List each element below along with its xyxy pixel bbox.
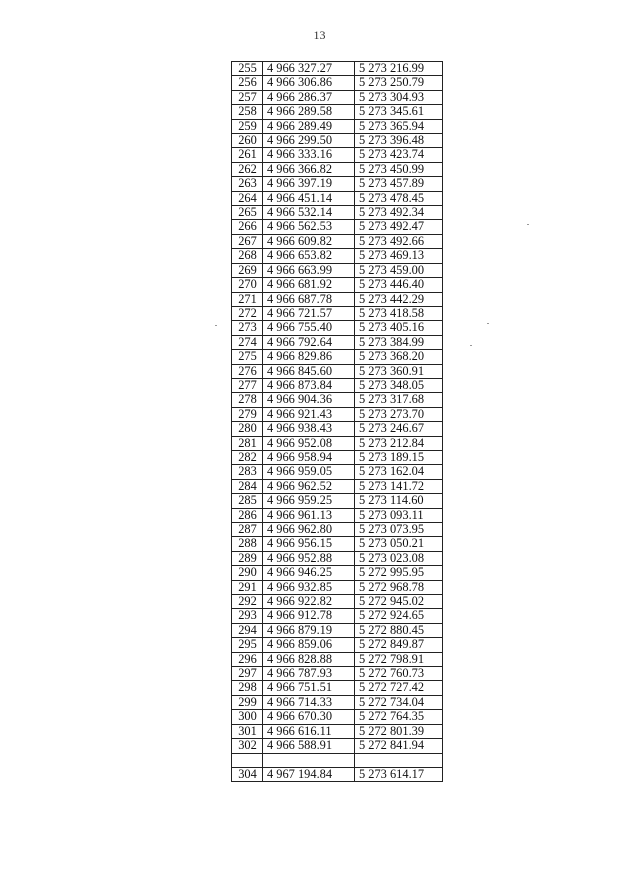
x-coordinate-cell: 4 966 333.16 <box>263 148 355 162</box>
point-number-cell: 263 <box>232 177 263 191</box>
table-row <box>232 148 443 162</box>
x-coordinate-cell: 4 966 306.86 <box>263 76 355 90</box>
point-number-cell: 284 <box>232 479 263 493</box>
point-number-cell: 260 <box>232 134 263 148</box>
y-coordinate-cell: 5 273 459.00 <box>355 263 443 277</box>
x-coordinate-cell: 4 966 670.30 <box>263 710 355 724</box>
point-number-cell: 289 <box>232 551 263 565</box>
x-coordinate-cell: 4 966 959.25 <box>263 494 355 508</box>
point-number-cell: 281 <box>232 436 263 450</box>
table-row <box>232 537 443 551</box>
point-number-cell: 287 <box>232 523 263 537</box>
point-number-cell: 288 <box>232 537 263 551</box>
y-coordinate-cell: 5 273 250.79 <box>355 76 443 90</box>
x-coordinate-cell: 4 966 562.53 <box>263 220 355 234</box>
point-number-cell: 302 <box>232 739 263 753</box>
x-coordinate-cell: 4 966 663.99 <box>263 263 355 277</box>
table-row <box>232 119 443 133</box>
table-row <box>232 263 443 277</box>
table-row <box>232 249 443 263</box>
y-coordinate-cell: 5 272 995.95 <box>355 566 443 580</box>
table-row <box>232 134 443 148</box>
scan-speck <box>215 325 217 326</box>
scan-speck <box>527 224 529 225</box>
x-coordinate-cell <box>263 753 355 767</box>
x-coordinate-cell: 4 966 952.08 <box>263 436 355 450</box>
point-number-cell: 301 <box>232 724 263 738</box>
point-number-cell: 259 <box>232 119 263 133</box>
x-coordinate-cell: 4 966 714.33 <box>263 695 355 709</box>
point-number-cell: 272 <box>232 306 263 320</box>
point-number-cell: 274 <box>232 335 263 349</box>
x-coordinate-cell: 4 966 845.60 <box>263 364 355 378</box>
point-number-cell: 276 <box>232 364 263 378</box>
table-row <box>232 450 443 464</box>
y-coordinate-cell: 5 273 384.99 <box>355 335 443 349</box>
table-row <box>232 609 443 623</box>
x-coordinate-cell: 4 966 366.82 <box>263 162 355 176</box>
point-number-cell: 283 <box>232 465 263 479</box>
x-coordinate-cell: 4 966 751.51 <box>263 681 355 695</box>
point-number-cell: 292 <box>232 595 263 609</box>
y-coordinate-cell: 5 273 365.94 <box>355 119 443 133</box>
x-coordinate-cell: 4 966 873.84 <box>263 378 355 392</box>
y-coordinate-cell: 5 273 457.89 <box>355 177 443 191</box>
point-number-cell: 282 <box>232 450 263 464</box>
point-number-cell: 300 <box>232 710 263 724</box>
table-row <box>232 652 443 666</box>
table-row <box>232 681 443 695</box>
table-row <box>232 465 443 479</box>
y-coordinate-cell: 5 273 246.67 <box>355 422 443 436</box>
point-number-cell: 269 <box>232 263 263 277</box>
table-row <box>232 234 443 248</box>
x-coordinate-cell: 4 966 327.27 <box>263 62 355 76</box>
x-coordinate-cell: 4 966 961.13 <box>263 508 355 522</box>
y-coordinate-cell: 5 272 760.73 <box>355 667 443 681</box>
table-row <box>232 177 443 191</box>
point-number-cell: 277 <box>232 378 263 392</box>
point-number-cell: 293 <box>232 609 263 623</box>
x-coordinate-cell: 4 966 609.82 <box>263 234 355 248</box>
table-row <box>232 335 443 349</box>
table-row <box>232 638 443 652</box>
x-coordinate-cell: 4 966 958.94 <box>263 450 355 464</box>
table-row <box>232 566 443 580</box>
table-row <box>232 292 443 306</box>
table-row <box>232 76 443 90</box>
point-number-cell: 255 <box>232 62 263 76</box>
y-coordinate-cell: 5 273 073.95 <box>355 523 443 537</box>
table-row <box>232 306 443 320</box>
point-number-cell: 286 <box>232 508 263 522</box>
point-number-cell: 265 <box>232 206 263 220</box>
x-coordinate-cell: 4 966 959.05 <box>263 465 355 479</box>
y-coordinate-cell: 5 272 880.45 <box>355 623 443 637</box>
table-row <box>232 350 443 364</box>
y-coordinate-cell: 5 273 162.04 <box>355 465 443 479</box>
y-coordinate-cell <box>355 753 443 767</box>
table-row <box>232 724 443 738</box>
x-coordinate-cell: 4 966 681.92 <box>263 278 355 292</box>
y-coordinate-cell: 5 272 945.02 <box>355 595 443 609</box>
coordinate-table <box>231 61 443 782</box>
point-number-cell: 279 <box>232 407 263 421</box>
y-coordinate-cell: 5 272 968.78 <box>355 580 443 594</box>
y-coordinate-cell: 5 273 418.58 <box>355 306 443 320</box>
x-coordinate-cell: 4 966 932.85 <box>263 580 355 594</box>
table-row <box>232 90 443 104</box>
y-coordinate-cell: 5 273 614.17 <box>355 767 443 781</box>
x-coordinate-cell: 4 966 879.19 <box>263 623 355 637</box>
x-coordinate-cell: 4 966 904.36 <box>263 393 355 407</box>
point-number-cell: 273 <box>232 321 263 335</box>
x-coordinate-cell: 4 966 912.78 <box>263 609 355 623</box>
point-number-cell: 304 <box>232 767 263 781</box>
x-coordinate-cell: 4 966 952.88 <box>263 551 355 565</box>
y-coordinate-cell: 5 272 924.65 <box>355 609 443 623</box>
table-row <box>232 695 443 709</box>
point-number-cell: 261 <box>232 148 263 162</box>
y-coordinate-cell: 5 273 348.05 <box>355 378 443 392</box>
table-row <box>232 220 443 234</box>
x-coordinate-cell: 4 966 289.49 <box>263 119 355 133</box>
table-row <box>232 595 443 609</box>
y-coordinate-cell: 5 273 304.93 <box>355 90 443 104</box>
scan-speck <box>470 345 472 346</box>
y-coordinate-cell: 5 272 764.35 <box>355 710 443 724</box>
point-number-cell: 262 <box>232 162 263 176</box>
x-coordinate-cell: 4 966 687.78 <box>263 292 355 306</box>
x-coordinate-cell: 4 966 397.19 <box>263 177 355 191</box>
point-number-cell: 256 <box>232 76 263 90</box>
point-number-cell: 266 <box>232 220 263 234</box>
y-coordinate-cell: 5 272 798.91 <box>355 652 443 666</box>
y-coordinate-cell: 5 273 114.60 <box>355 494 443 508</box>
point-number-cell: 258 <box>232 105 263 119</box>
y-coordinate-cell: 5 273 189.15 <box>355 450 443 464</box>
y-coordinate-cell: 5 273 093.11 <box>355 508 443 522</box>
x-coordinate-cell: 4 966 792.64 <box>263 335 355 349</box>
point-number-cell: 270 <box>232 278 263 292</box>
table-row <box>232 523 443 537</box>
x-coordinate-cell: 4 966 946.25 <box>263 566 355 580</box>
x-coordinate-cell: 4 966 532.14 <box>263 206 355 220</box>
table-row <box>232 378 443 392</box>
point-number-cell: 285 <box>232 494 263 508</box>
y-coordinate-cell: 5 273 492.66 <box>355 234 443 248</box>
y-coordinate-cell: 5 273 141.72 <box>355 479 443 493</box>
table-row <box>232 105 443 119</box>
point-number-cell: 299 <box>232 695 263 709</box>
table-row <box>232 62 443 76</box>
x-coordinate-cell: 4 966 938.43 <box>263 422 355 436</box>
y-coordinate-cell: 5 272 841.94 <box>355 739 443 753</box>
y-coordinate-cell: 5 273 212.84 <box>355 436 443 450</box>
y-coordinate-cell: 5 273 345.61 <box>355 105 443 119</box>
table-row <box>232 407 443 421</box>
x-coordinate-cell: 4 966 829.86 <box>263 350 355 364</box>
x-coordinate-cell: 4 966 828.88 <box>263 652 355 666</box>
y-coordinate-cell: 5 273 442.29 <box>355 292 443 306</box>
point-number-cell: 271 <box>232 292 263 306</box>
point-number-cell <box>232 753 263 767</box>
x-coordinate-cell: 4 966 721.57 <box>263 306 355 320</box>
point-number-cell: 296 <box>232 652 263 666</box>
table-row <box>232 667 443 681</box>
x-coordinate-cell: 4 966 451.14 <box>263 191 355 205</box>
table-row <box>232 710 443 724</box>
table-row <box>232 278 443 292</box>
point-number-cell: 291 <box>232 580 263 594</box>
y-coordinate-cell: 5 272 734.04 <box>355 695 443 709</box>
point-number-cell: 268 <box>232 249 263 263</box>
point-number-cell: 280 <box>232 422 263 436</box>
page-number: 13 <box>313 28 326 42</box>
table-row <box>232 508 443 522</box>
x-coordinate-cell: 4 967 194.84 <box>263 767 355 781</box>
table-row <box>232 551 443 565</box>
y-coordinate-cell: 5 273 396.48 <box>355 134 443 148</box>
x-coordinate-cell: 4 966 286.37 <box>263 90 355 104</box>
point-number-cell: 295 <box>232 638 263 652</box>
x-coordinate-cell: 4 966 653.82 <box>263 249 355 263</box>
y-coordinate-cell: 5 273 446.40 <box>355 278 443 292</box>
x-coordinate-cell: 4 966 588.91 <box>263 739 355 753</box>
y-coordinate-cell: 5 273 450.99 <box>355 162 443 176</box>
table-row <box>232 753 443 767</box>
y-coordinate-cell: 5 272 849.87 <box>355 638 443 652</box>
table-row <box>232 191 443 205</box>
table-row <box>232 206 443 220</box>
x-coordinate-cell: 4 966 956.15 <box>263 537 355 551</box>
y-coordinate-cell: 5 273 405.16 <box>355 321 443 335</box>
table-row <box>232 436 443 450</box>
y-coordinate-cell: 5 272 727.42 <box>355 681 443 695</box>
x-coordinate-cell: 4 966 616.11 <box>263 724 355 738</box>
table-row <box>232 767 443 781</box>
table-row <box>232 393 443 407</box>
y-coordinate-cell: 5 273 050.21 <box>355 537 443 551</box>
point-number-cell: 290 <box>232 566 263 580</box>
table-row <box>232 422 443 436</box>
table-row <box>232 739 443 753</box>
table-row <box>232 623 443 637</box>
x-coordinate-cell: 4 966 787.93 <box>263 667 355 681</box>
table-row <box>232 321 443 335</box>
y-coordinate-cell: 5 273 423.74 <box>355 148 443 162</box>
y-coordinate-cell: 5 273 273.70 <box>355 407 443 421</box>
x-coordinate-cell: 4 966 859.06 <box>263 638 355 652</box>
y-coordinate-cell: 5 273 478.45 <box>355 191 443 205</box>
x-coordinate-cell: 4 966 921.43 <box>263 407 355 421</box>
y-coordinate-cell: 5 273 492.47 <box>355 220 443 234</box>
x-coordinate-cell: 4 966 962.80 <box>263 523 355 537</box>
x-coordinate-cell: 4 966 299.50 <box>263 134 355 148</box>
table-row <box>232 162 443 176</box>
x-coordinate-cell: 4 966 289.58 <box>263 105 355 119</box>
coordinate-table-body <box>232 62 443 782</box>
table-row <box>232 479 443 493</box>
x-coordinate-cell: 4 966 922.82 <box>263 595 355 609</box>
point-number-cell: 257 <box>232 90 263 104</box>
y-coordinate-cell: 5 273 360.91 <box>355 364 443 378</box>
y-coordinate-cell: 5 272 801.39 <box>355 724 443 738</box>
x-coordinate-cell: 4 966 755.40 <box>263 321 355 335</box>
point-number-cell: 297 <box>232 667 263 681</box>
y-coordinate-cell: 5 273 469.13 <box>355 249 443 263</box>
y-coordinate-cell: 5 273 492.34 <box>355 206 443 220</box>
point-number-cell: 294 <box>232 623 263 637</box>
point-number-cell: 267 <box>232 234 263 248</box>
point-number-cell: 278 <box>232 393 263 407</box>
y-coordinate-cell: 5 273 023.08 <box>355 551 443 565</box>
x-coordinate-cell: 4 966 962.52 <box>263 479 355 493</box>
y-coordinate-cell: 5 273 368.20 <box>355 350 443 364</box>
table-row <box>232 494 443 508</box>
scan-speck <box>487 323 489 324</box>
table-row <box>232 580 443 594</box>
table-row <box>232 364 443 378</box>
point-number-cell: 275 <box>232 350 263 364</box>
y-coordinate-cell: 5 273 317.68 <box>355 393 443 407</box>
point-number-cell: 298 <box>232 681 263 695</box>
y-coordinate-cell: 5 273 216.99 <box>355 62 443 76</box>
point-number-cell: 264 <box>232 191 263 205</box>
